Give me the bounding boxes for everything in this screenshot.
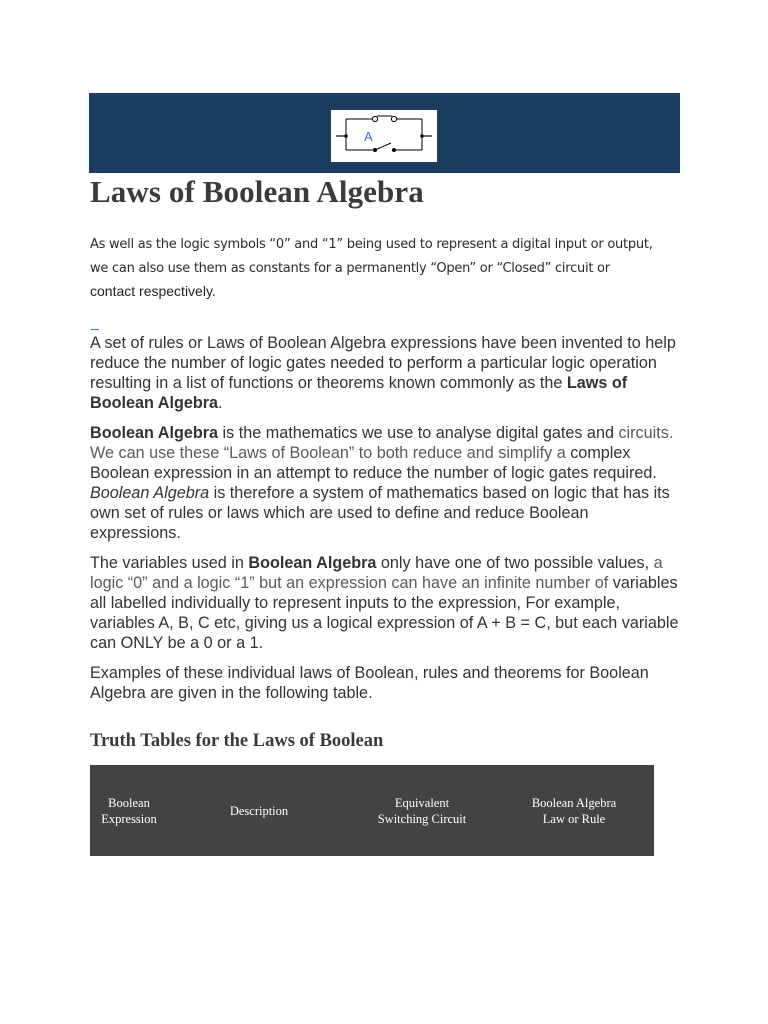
header-line: Boolean Algebra bbox=[531, 795, 617, 810]
p3-text-3: variables all labelled individually to represent inputs to the expression, For example, variables A, B, C etc, giving us a logical expression of A + B = C, but each variable can ONLY be a 0 or a 1. bbox=[90, 574, 679, 652]
header-line: Equivalent bbox=[394, 795, 450, 810]
header-line: Law or Rule bbox=[542, 811, 606, 826]
p1-text: A set of rules or Laws of Boolean Algebra expressions have been invented to help reduce the number of logic gates needed to perform a particular logic operation resulting in a list of functions or theorems known commonly as the bbox=[90, 334, 676, 392]
p1-bold: Laws of Boolean Algebra bbox=[90, 374, 628, 412]
paragraph-examples bbox=[90, 663, 682, 703]
paragraph-variables bbox=[90, 553, 682, 653]
page-title: Laws of Boolean Algebra bbox=[90, 174, 424, 209]
p2-bold: Boolean Algebra bbox=[90, 424, 219, 442]
p2-text-3: is therefore a system of mathematics based on logic that has its own set of rules or laws which are used to define and reduce Boolean expressions. bbox=[90, 484, 670, 542]
p2-italic: Boolean Algebra bbox=[90, 484, 210, 502]
header-line: Switching Circuit bbox=[377, 811, 467, 826]
p4-text: Examples of these individual laws of Boolean, rules and theorems for Boolean Algebra are given in the following table. bbox=[90, 664, 649, 702]
header-law-or-rule bbox=[494, 765, 654, 856]
p2-text-1: is the mathematics we use to analyse digital gates and bbox=[218, 424, 619, 442]
switch-circuit-diagram-icon bbox=[331, 110, 437, 162]
section-heading: Truth Tables for the Laws of Boolean bbox=[90, 731, 384, 751]
p1-end: . bbox=[218, 394, 223, 412]
intro-paragraph bbox=[90, 233, 690, 305]
header-description bbox=[168, 765, 350, 856]
p3-light: a logic “0” and a logic “1” but an expression can have an infinite number of bbox=[90, 554, 663, 592]
header-line: Description bbox=[229, 803, 289, 818]
anchor-link-marker[interactable] bbox=[91, 329, 99, 330]
article-body bbox=[90, 333, 682, 713]
figure-label: A bbox=[364, 129, 373, 144]
p3-bold: Boolean Algebra bbox=[248, 554, 377, 572]
table-header-row bbox=[90, 765, 654, 856]
header-line: Expression bbox=[101, 811, 157, 826]
paragraph-definition bbox=[90, 423, 682, 543]
paragraph-rules bbox=[90, 333, 682, 413]
p3-text-1: The variables used in bbox=[90, 554, 249, 572]
intro-line-1: As well as the logic symbols “0” and “1” being used to represent a digital input or output, bbox=[90, 237, 653, 252]
intro-line-2: we can also use them as constants for a permanently “Open” or “Closed” circuit or bbox=[90, 260, 610, 276]
header-line: Boolean bbox=[108, 795, 150, 810]
p2-text-2: complex Boolean expression in an attempt to reduce the number of logic gates required. bbox=[90, 444, 657, 482]
header-banner bbox=[89, 93, 680, 173]
header-equivalent-switching-circuit bbox=[350, 765, 494, 856]
truth-table bbox=[90, 765, 654, 856]
p3-text-2: only have one of two possible values, bbox=[376, 554, 654, 572]
p2-light: circuits. We can use these “Laws of Boolean” to both reduce and simplify a bbox=[90, 424, 674, 462]
header-boolean-expression bbox=[90, 765, 168, 856]
intro-line-3: contact respectively. bbox=[90, 283, 216, 299]
